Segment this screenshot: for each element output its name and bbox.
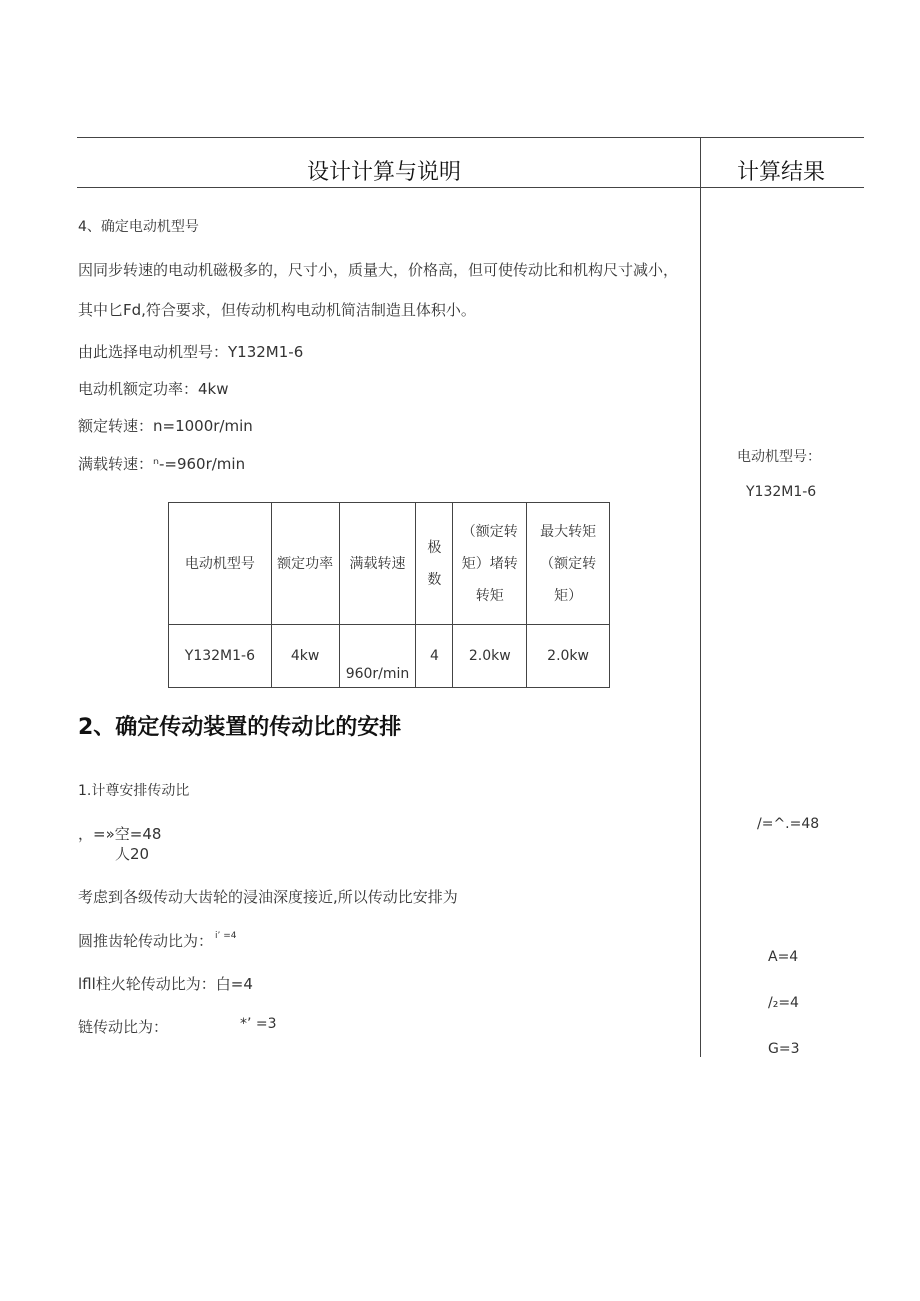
full-load-speed-line: 满载转速：ⁿ-=960r/min xyxy=(78,455,246,473)
table-row xyxy=(169,625,610,688)
result-total-ratio: /=^.=48 xyxy=(757,816,820,832)
section4-title: 4、确定电动机型号 xyxy=(78,219,199,235)
header-cell-poles: 极数 xyxy=(416,503,453,625)
motor-spec-table xyxy=(168,502,610,688)
table-header-row xyxy=(169,503,610,625)
header-cell-max-torque: 最大转矩（额定转矩） xyxy=(527,503,610,625)
header-top-rule xyxy=(77,137,864,138)
chain-ratio-value: *’ =3 xyxy=(240,1016,277,1032)
cell-poles: 4 xyxy=(416,625,453,688)
motor-selection-line: 由此选择电动机型号：Y132M1-6 xyxy=(78,343,304,361)
cell-model: Y132M1-6 xyxy=(169,625,272,688)
rated-speed-line: 额定转速：n=1000r/min xyxy=(78,417,253,435)
result-ratio-3: G=3 xyxy=(768,1041,800,1057)
ratio-consideration-line: 考虑到各级传动大齿轮的浸油深度接近,所以传动比安排为 xyxy=(78,888,458,906)
section2-heading: 2、确定传动装置的传动比的安排 xyxy=(78,715,402,740)
header-cell-model: 电动机型号 xyxy=(169,503,272,625)
header-cell-stall-torque: （额定转矩）堵转转矩 xyxy=(453,503,527,625)
result-ratio-2: /₂=4 xyxy=(768,995,799,1011)
cell-speed: 960r/min xyxy=(339,625,416,688)
result-motor-label: 电动机型号： xyxy=(737,449,821,465)
result-ratio-1: A=4 xyxy=(768,949,799,965)
paragraph-1: 因同步转速的电动机磁极多的，尺寸小，质量大，价格高，但可使传动比和机构尺寸减小， xyxy=(78,261,679,279)
column-divider xyxy=(700,137,701,1057)
left-column-title: 设计计算与说明 xyxy=(307,160,462,185)
total-ratio-formula: ，=»空=48 xyxy=(78,825,162,843)
right-column-title: 计算结果 xyxy=(737,160,826,185)
header-cell-speed: 满载转速 xyxy=(339,503,416,625)
chain-ratio-label: 链传动比为： xyxy=(78,1018,169,1036)
header-bottom-rule xyxy=(77,187,864,188)
paragraph-2: 其中匕Fd,符合要求，但传动机构电动机简洁制造且体积小。 xyxy=(78,301,476,319)
subsection1-title: 1.计尊安排传动比 xyxy=(78,783,190,799)
result-motor-value: Y132M1-6 xyxy=(746,484,817,500)
total-ratio-denominator: 人20 xyxy=(115,845,150,863)
cylindrical-gear-ratio-line: lfll柱火轮传动比为：白=4 xyxy=(78,975,253,993)
bevel-gear-ratio-value: i’ =4 xyxy=(215,931,237,941)
rated-power-line: 电动机额定功率：4kw xyxy=(78,380,229,398)
header-cell-power: 额定功率 xyxy=(271,503,339,625)
cell-stall-torque: 2.0kw xyxy=(453,625,527,688)
cell-power: 4kw xyxy=(271,625,339,688)
cell-max-torque: 2.0kw xyxy=(527,625,610,688)
bevel-gear-ratio-label: 圆推齿轮传动比为： xyxy=(78,932,214,950)
